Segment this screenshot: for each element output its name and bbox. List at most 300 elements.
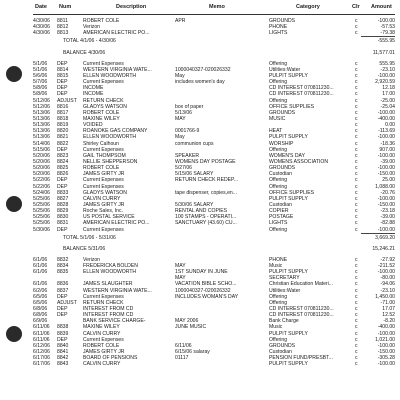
num-cell: 8822 — [57, 140, 69, 147]
memo-cell: VACATION BIBLE SCHO... — [175, 281, 237, 288]
clr-cell: c — [355, 275, 358, 282]
category-cell: OFFICE SUPPLIES — [269, 189, 315, 196]
num-cell: 8839 — [57, 330, 69, 337]
clr-cell: c — [355, 195, 358, 202]
category-cell: Music — [269, 324, 283, 331]
date-cell: 5/8/06 — [33, 91, 48, 98]
description-cell: GLADYS WATSON — [83, 189, 127, 196]
column-header-row — [33, 4, 395, 13]
num-cell: 8835 — [57, 269, 69, 276]
punch-hole — [6, 196, 22, 212]
description-cell: MAXINE WILEY — [83, 324, 120, 331]
num-cell: 8830 — [57, 214, 69, 221]
clr-cell: c — [355, 91, 358, 98]
header-description: Description — [116, 4, 147, 10]
clr-cell: c — [355, 208, 358, 215]
clr-cell: c — [355, 281, 358, 288]
amount-cell: -25.04 — [380, 103, 395, 110]
header-category: Category — [296, 4, 320, 10]
memo-cell: 01117 — [175, 355, 189, 362]
category-cell: PHONE — [269, 24, 288, 31]
amount-cell: -20.76 — [380, 189, 395, 196]
num-cell: 8842 — [57, 355, 69, 362]
num-cell: 8831 — [57, 220, 69, 227]
date-cell: 5/15/06 — [33, 146, 50, 153]
amount-cell: -400.00 — [377, 324, 395, 331]
category-cell: Music — [269, 263, 283, 270]
description-cell: RETURN CHECK — [83, 97, 124, 104]
category-cell: PULPIT SUPPLY — [269, 195, 308, 202]
memo-cell: INCLUDES WOMAN'S DAY — [175, 293, 239, 300]
category-cell: Offering — [269, 79, 288, 86]
num-cell: DEP — [57, 312, 68, 319]
date-cell: 6/1/06 — [33, 281, 48, 288]
amount-cell: 0.00 — [385, 122, 395, 129]
date-cell: 5/12/06 — [33, 103, 50, 110]
description-cell: CALVIN CURRY — [83, 330, 121, 337]
description-cell: Current Expenses — [83, 79, 124, 86]
description-cell: Current Expenses — [83, 226, 124, 233]
clr-cell: c — [355, 152, 358, 159]
description-cell: AMERICAN ELECTRIC PO... — [83, 30, 150, 37]
amount-cell: -8.20 — [383, 318, 395, 325]
date-cell: 6/12/06 — [33, 342, 50, 349]
clr-cell: c — [355, 318, 358, 325]
category-cell: COPIER — [269, 208, 289, 215]
description-cell: JAMES GIRTY JR — [83, 171, 125, 178]
description-cell: INCOME — [83, 91, 104, 98]
clr-cell: c — [355, 115, 358, 122]
category-cell: CD INTEREST 070811230... — [269, 85, 334, 92]
description-cell: INTEREST FROM CD — [83, 306, 134, 313]
clr-cell: c — [355, 342, 358, 349]
summary-label: TOTAL 5/1/06 - 5/31/06 — [63, 234, 116, 241]
amount-cell: 1,450.00 — [375, 293, 395, 300]
clr-cell: c — [355, 128, 358, 135]
clr-cell: c — [355, 306, 358, 313]
clr-cell: c — [355, 299, 358, 306]
clr-cell: c — [355, 134, 358, 141]
date-cell: 5/7/06 — [33, 79, 48, 86]
clr-cell: c — [355, 269, 358, 276]
date-cell: 5/1/06 — [33, 66, 48, 73]
description-cell: FREDERICKA BOLDEN — [83, 263, 138, 270]
num-cell: 8823 — [57, 152, 69, 159]
date-cell: 5/6/06 — [33, 72, 48, 79]
date-cell: 5/25/06 — [33, 208, 50, 215]
date-cell: 5/13/06 — [33, 109, 50, 116]
clr-cell: c — [355, 72, 358, 79]
num-cell: 8832 — [57, 256, 69, 263]
description-cell: Current Expenses — [83, 60, 124, 67]
date-cell: 6/11/06 — [33, 336, 50, 343]
date-cell: 5/13/06 — [33, 134, 50, 141]
date-cell: 6/9/06 — [33, 318, 48, 325]
date-cell: 6/17/06 — [33, 355, 50, 362]
clr-cell: c — [355, 177, 358, 184]
category-cell: Offering — [269, 97, 288, 104]
binder-holes — [0, 0, 28, 400]
memo-cell: 0001766-9 — [175, 128, 200, 135]
category-cell: POSTAGE — [269, 214, 294, 221]
clr-cell: c — [355, 214, 358, 221]
date-cell: 6/11/06 — [33, 330, 50, 337]
description-cell: BANK SERVICE CHARGE- — [83, 318, 146, 325]
memo-cell: RENTAL AND COPIES — [175, 208, 228, 215]
category-cell: PENSION FUND/PRESBT... — [269, 355, 333, 362]
date-cell: 5/20/06 — [33, 158, 50, 165]
num-cell: 8814 — [57, 66, 69, 73]
category-cell: Bank Charge — [269, 318, 299, 325]
clr-cell: c — [355, 324, 358, 331]
num-cell: 8816 — [57, 103, 69, 110]
memo-cell: 6/11/06 — [175, 342, 192, 349]
transaction-list — [33, 18, 395, 367]
description-cell: JAMES SLAUGHTER — [83, 281, 133, 288]
description-cell: Current Expenses — [83, 146, 124, 153]
amount-cell: -25.00 — [380, 97, 395, 104]
date-cell: 5/8/06 — [33, 85, 48, 92]
date-cell: 6/12/06 — [33, 349, 50, 356]
description-cell: Roche Sales, Inc. — [83, 208, 123, 215]
amount-cell: -100.00 — [377, 342, 395, 349]
clr-cell: c — [355, 312, 358, 319]
date-cell: 5/24/06 — [33, 189, 50, 196]
amount-cell: 1,088.00 — [375, 183, 395, 190]
amount-cell: -113.69 — [378, 128, 395, 135]
category-cell: Offering — [269, 146, 288, 153]
clr-cell: c — [355, 336, 358, 343]
description-cell: MAXINE WILEY — [83, 115, 120, 122]
amount-cell: -150.00 — [377, 201, 395, 208]
amount-cell: 25.00 — [382, 177, 395, 184]
date-cell: 6/5/06 — [33, 293, 48, 300]
date-cell: 6/8/06 — [33, 312, 48, 319]
category-cell: WOMENS ASSOCIATION — [269, 158, 329, 165]
clr-cell: c — [355, 220, 358, 227]
clr-cell: c — [355, 140, 358, 147]
memo-cell: 1000040327-020026332 — [175, 287, 231, 294]
memo-cell: WOMENS DAY POSTAGE — [175, 158, 236, 165]
transaction-row — [33, 361, 395, 367]
punch-hole — [6, 66, 22, 82]
num-cell: 8817 — [57, 109, 69, 116]
description-cell: ELLEN WOODWORTH — [83, 134, 137, 141]
date-cell: 4/30/06 — [33, 24, 50, 31]
clr-cell: c — [355, 18, 358, 24]
description-cell: INCOME — [83, 85, 104, 92]
clr-cell: c — [355, 330, 358, 337]
memo-cell: May — [175, 134, 185, 141]
description-cell: Verizon — [83, 24, 100, 31]
amount-cell: 2,920.59 — [375, 79, 395, 86]
amount-cell: -82.88 — [380, 220, 395, 227]
memo-cell: 5/30/06 SALARY — [175, 201, 214, 208]
memo-cell: 5/13/06 — [175, 109, 192, 116]
clr-cell: c — [355, 66, 358, 73]
category-cell: CD INTEREST 070811230... — [269, 91, 334, 98]
summary-amount: -555.95 — [377, 38, 395, 45]
clr-cell: c — [355, 109, 358, 116]
category-cell: Offering — [269, 177, 288, 184]
amount-cell: -100.00 — [377, 226, 395, 233]
date-cell: 5/12/06 — [33, 97, 50, 104]
description-cell: INTEREST FROM CD — [83, 312, 134, 319]
amount-cell: -305.28 — [377, 355, 395, 362]
amount-cell: 1,021.00 — [375, 336, 395, 343]
amount-cell: 907.00 — [379, 146, 395, 153]
amount-cell: -100.00 — [377, 152, 395, 159]
num-cell: 8827 — [57, 195, 69, 202]
amount-cell: -100.00 — [377, 165, 395, 172]
amount-cell: -39.00 — [380, 158, 395, 165]
date-cell: 6/17/06 — [33, 361, 50, 368]
date-cell: 6/11/06 — [33, 324, 50, 331]
memo-cell: 100 STAMPS - OPERATI... — [175, 214, 237, 221]
category-cell: Custodian — [269, 201, 292, 208]
clr-cell: c — [355, 256, 358, 263]
date-cell: 6/2/06 — [33, 287, 48, 294]
header-divider — [33, 14, 395, 15]
clr-cell: c — [355, 355, 358, 362]
balance-amount: 15,246.21 — [372, 245, 395, 252]
clr-cell: c — [355, 361, 358, 368]
description-cell: Current Expenses — [83, 336, 124, 343]
date-cell: 5/20/06 — [33, 171, 50, 178]
amount-cell: -94.06 — [380, 281, 395, 288]
amount-cell: -100.00 — [377, 109, 395, 116]
amount-cell: -80.00 — [380, 275, 395, 282]
category-cell: Christian Education Materi... — [269, 281, 333, 288]
memo-cell: MAY — [175, 115, 186, 122]
amount-cell: 17.07 — [382, 306, 395, 313]
description-cell: VOIDED — [83, 122, 103, 129]
amount-cell: -100.00 — [377, 269, 395, 276]
date-cell: 5/25/06 — [33, 220, 50, 227]
category-cell: WORSHIP — [269, 140, 294, 147]
clr-cell: c — [355, 201, 358, 208]
num-cell: 8812 — [57, 24, 69, 31]
num-cell: 8820 — [57, 128, 69, 135]
date-cell: 6/1/06 — [33, 269, 48, 276]
num-cell: 8836 — [57, 281, 69, 288]
date-cell: 5/25/06 — [33, 195, 50, 202]
category-cell: Custodian — [269, 349, 292, 356]
num-cell: 8829 — [57, 208, 69, 215]
memo-cell: SPEAKER — [175, 152, 200, 159]
num-cell: 8837 — [57, 287, 69, 294]
date-cell: 4/30/06 — [33, 30, 50, 37]
category-cell: Offering — [269, 226, 288, 233]
category-cell: Offering — [269, 299, 288, 306]
date-cell: 5/13/06 — [33, 115, 50, 122]
header-date: Date — [35, 4, 47, 10]
amount-cell: -100.00 — [377, 18, 395, 24]
date-cell: 5/30/06 — [33, 226, 50, 233]
header-clr: Clr — [352, 4, 360, 10]
category-cell: HEAT — [269, 128, 283, 135]
num-cell: DEP — [57, 336, 68, 343]
description-cell: ROBERT COLE — [83, 18, 120, 24]
date-cell: 5/20/06 — [33, 152, 50, 159]
category-cell: GROUNDS — [269, 342, 296, 349]
amount-cell: -23.10 — [380, 66, 395, 73]
punch-hole — [6, 326, 22, 342]
description-cell: WESTERN VIRGINIA WATE... — [83, 287, 152, 294]
clr-cell: c — [355, 79, 358, 86]
category-cell: Offering — [269, 183, 288, 190]
num-cell: 8838 — [57, 324, 69, 331]
amount-cell: -71.00 — [380, 299, 395, 306]
balance-label: BALANCE 4/30/06 — [63, 49, 106, 56]
category-cell: Utilities:Water — [269, 66, 301, 73]
clr-cell: c — [355, 158, 358, 165]
category-cell: PULPIT SUPPLY — [269, 269, 308, 276]
memo-cell: MAY 2006 — [175, 318, 199, 325]
num-cell: 8828 — [57, 201, 69, 208]
date-cell: 5/25/06 — [33, 201, 50, 208]
num-cell: ADJUST — [57, 97, 77, 104]
num-cell: 8840 — [57, 342, 69, 349]
num-cell: DEP — [57, 177, 68, 184]
num-cell: 8813 — [57, 30, 69, 37]
description-cell: Current Expenses — [83, 183, 124, 190]
date-cell: 6/8/06 — [33, 306, 48, 313]
description-cell: WESTERN VIRGINIA WATE... — [83, 66, 152, 73]
description-cell: ROANOKE GAS COMPANY — [83, 128, 148, 135]
category-cell: CD INTEREST 070811230... — [269, 306, 334, 313]
num-cell: DEP — [57, 226, 68, 233]
memo-cell: 5/15/06 SALARY — [175, 171, 214, 178]
category-cell: Offering — [269, 60, 288, 67]
category-cell: CD INTEREST 070811230... — [269, 312, 334, 319]
memo-cell: 6/15/06 salaray — [175, 349, 210, 356]
balance-label: BALANCE 5/31/06 — [63, 245, 106, 252]
memo-cell: box of paper — [175, 103, 204, 110]
date-cell: 5/13/06 — [33, 128, 50, 135]
clr-cell: c — [355, 293, 358, 300]
amount-cell: -100.00 — [377, 361, 395, 368]
date-cell: 6/5/06 — [33, 299, 48, 306]
clr-cell: c — [355, 24, 358, 31]
amount-cell: 17.00 — [382, 91, 395, 98]
date-cell: 4/30/06 — [33, 18, 50, 24]
description-cell: ROBERT COLE — [83, 109, 120, 116]
description-cell: US POSTAL SERVICE — [83, 214, 135, 221]
amount-cell: -79.38 — [380, 30, 395, 37]
num-cell: DEP — [57, 306, 68, 313]
num-cell: 8819 — [57, 122, 69, 129]
description-cell: GAIL THOMPSOM — [83, 152, 126, 159]
memo-cell: May — [175, 72, 185, 79]
amount-cell: -100.00 — [377, 72, 395, 79]
clr-cell: c — [355, 349, 358, 356]
summary-label: TOTAL 4/1/06 - 4/30/06 — [63, 38, 116, 45]
num-cell: DEP — [57, 91, 68, 98]
description-cell: ELLEN WOODWORTH — [83, 72, 137, 79]
num-cell: 8815 — [57, 72, 69, 79]
date-cell: 5/13/06 — [33, 122, 50, 129]
category-cell: OFFICE SUPPLIES — [269, 103, 315, 110]
num-cell: 8818 — [57, 115, 69, 122]
num-cell: 8811 — [57, 18, 68, 24]
date-cell: 6/1/06 — [33, 263, 48, 270]
amount-cell: -27.92 — [380, 256, 395, 263]
description-cell: ELLEN WOODWORTH — [83, 269, 137, 276]
num-cell: 8841 — [57, 349, 69, 356]
category-cell: MUSIC — [269, 115, 286, 122]
memo-cell: APR — [175, 18, 186, 24]
amount-cell: 12.52 — [382, 312, 395, 319]
memo-cell: communion cups — [175, 140, 214, 147]
header-amount: Amount — [371, 4, 392, 10]
amount-cell: -211.52 — [378, 263, 395, 270]
description-cell: ROBERT COLE — [83, 165, 120, 172]
num-cell: 8821 — [57, 134, 69, 141]
balance-amount: 11,577.01 — [372, 49, 395, 56]
date-cell: 6/1/06 — [33, 256, 48, 263]
num-cell: 8833 — [57, 189, 69, 196]
num-cell: DEP — [57, 293, 68, 300]
amount-cell: -100.00 — [377, 195, 395, 202]
category-cell: PULPIT SUPPLY — [269, 72, 308, 79]
clr-cell: c — [355, 183, 358, 190]
header-num: Num — [59, 4, 72, 10]
num-cell: 8824 — [57, 158, 69, 165]
clr-cell: c — [355, 30, 358, 37]
num-cell: 8843 — [57, 361, 69, 368]
clr-cell: c — [355, 226, 358, 233]
description-cell: Verizon — [83, 256, 100, 263]
category-cell: PULPIT SUPPLY — [269, 330, 308, 337]
memo-cell: RETURN CHECK REDEP... — [175, 177, 239, 184]
category-cell: Offering — [269, 293, 288, 300]
description-cell: JAMES GIRTY JR — [83, 201, 125, 208]
clr-cell: c — [355, 85, 358, 92]
description-cell: Shirley Calhoun — [83, 140, 119, 147]
num-cell: DEP — [57, 60, 68, 67]
amount-cell: -23.10 — [380, 287, 395, 294]
amount-cell: -400.00 — [377, 115, 395, 122]
num-cell: 8825 — [57, 165, 69, 172]
date-cell: 5/20/06 — [33, 165, 50, 172]
category-cell: Offering — [269, 336, 288, 343]
category-cell: SECRETARY — [269, 275, 300, 282]
date-cell: 5/14/06 — [33, 140, 50, 147]
category-cell: LIGHTS — [269, 30, 288, 37]
memo-cell: SANCTUARY (43.60) CU... — [175, 220, 237, 227]
description-cell: BOARD OF PENSIONS — [83, 355, 138, 362]
memo-cell: 5/27/06 — [175, 165, 192, 172]
amount-cell: 12.18 — [382, 85, 395, 92]
description-cell: JAMES GIRTY JR — [83, 349, 125, 356]
description-cell: CALVIN CURRY — [83, 195, 121, 202]
category-cell: GROUNDS — [269, 165, 296, 172]
amount-cell: -100.00 — [377, 330, 395, 337]
description-cell: GLADYS WATSON — [83, 103, 127, 110]
num-cell: DEP — [57, 85, 68, 92]
clr-cell: c — [355, 287, 358, 294]
memo-cell: MAY — [175, 263, 186, 270]
amount-cell: -57.53 — [380, 24, 395, 31]
num-cell: 8834 — [57, 263, 69, 270]
clr-cell: c — [355, 60, 358, 67]
description-cell: Current Expenses — [83, 177, 124, 184]
clr-cell: c — [355, 171, 358, 178]
description-cell: ROBERT COLE — [83, 342, 120, 349]
description-cell: CALVIN CURRY — [83, 361, 121, 368]
date-cell: 5/1/06 — [33, 60, 48, 67]
